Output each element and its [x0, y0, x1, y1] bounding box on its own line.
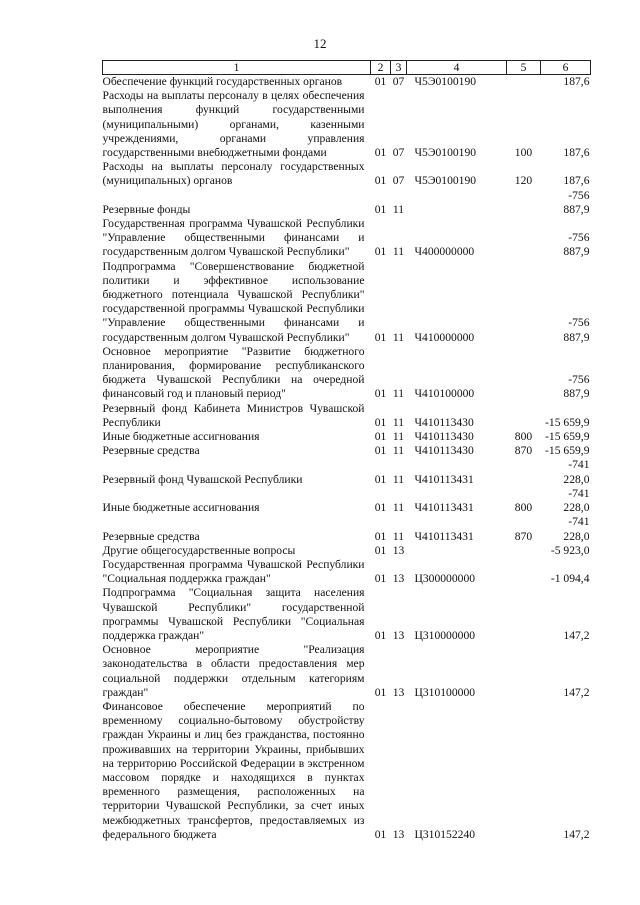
row-subsection: 11	[392, 501, 405, 515]
row-expense-type: 870	[514, 444, 533, 458]
row-section: 01	[374, 543, 387, 557]
table-row	[103, 444, 591, 458]
row-section: 01	[374, 415, 387, 429]
row-section: 01	[374, 245, 387, 259]
row-section: 01	[374, 174, 387, 188]
row-expense-type	[507, 586, 541, 643]
row-section: 01	[374, 628, 387, 642]
row-expense-type: 870	[514, 529, 533, 543]
row-expense-type	[507, 458, 541, 486]
row-amount: -15 659,9	[545, 430, 590, 444]
header-col-5: 5	[507, 61, 541, 75]
table-row	[103, 430, 591, 444]
row-name: Расходы на выплаты персоналу государственных (муниципальных) органов	[102, 160, 365, 188]
row-amount: -756 887,9	[563, 188, 590, 216]
budget-table	[102, 60, 591, 842]
row-name: Финансовое обеспечение мероприятий по временному социально-бытовому обустройству граждан Украины и лиц без гражданства, постоянно проживавших на территории Украины, прибывших на территорию Российской Федерации в экстренном массовом порядке и находящихся в пунктах временного размещения, расположенных на территории Чувашской Республики, за счет иных межбюджетных трансфертов, предоставляемых из федерального бюджета	[102, 699, 365, 841]
row-subsection: 11	[392, 245, 405, 259]
row-section: 01	[374, 146, 387, 160]
row-amount: -15 659,9	[545, 444, 590, 458]
row-amount: -15 659,9	[545, 415, 590, 429]
header-col-4: 4	[407, 61, 507, 75]
row-section: 01	[374, 472, 387, 486]
row-amount: -741 228,0	[563, 458, 590, 486]
row-expense-type	[507, 402, 541, 430]
row-target-code: Ч5Э0100190	[414, 174, 477, 188]
row-target-code: Ч5Э0100190	[414, 75, 477, 88]
row-amount: 147,2	[563, 685, 590, 699]
row-subsection: 11	[392, 415, 405, 429]
row-amount: -756 887,9	[563, 231, 590, 259]
table-row	[103, 89, 591, 160]
row-target-code: Ч410113430	[414, 444, 474, 458]
row-subsection: 11	[392, 430, 405, 444]
row-target-code	[407, 189, 507, 217]
row-amount: -741 228,0	[563, 486, 590, 515]
row-subsection: 11	[392, 529, 405, 543]
row-expense-type	[507, 217, 541, 260]
row-subsection: 11	[392, 202, 405, 216]
table-body	[103, 75, 591, 842]
row-amount: -1 094,4	[550, 572, 590, 586]
table-row	[103, 487, 591, 515]
row-amount: -756 887,9	[563, 316, 590, 344]
table-header-row	[103, 61, 591, 75]
row-target-code: Ч410000000	[414, 330, 475, 344]
row-name: Основное мероприятие "Развитие бюджетного планирования, формирование республиканского бюджета Чувашской Республики на очередной финансовый год и плановый период"	[102, 344, 365, 401]
row-target-code: Ц300000000	[414, 572, 476, 586]
row-section: 01	[374, 572, 387, 586]
row-subsection: 11	[392, 472, 405, 486]
row-expense-type	[507, 700, 541, 842]
table-row	[103, 544, 591, 558]
row-section: 01	[374, 685, 387, 699]
row-subsection: 11	[392, 444, 405, 458]
row-name: Иные бюджетные ассигнования	[102, 430, 260, 444]
row-name: Обеспечение функций государственных органов	[102, 75, 343, 88]
row-target-code: Ч5Э0100190	[414, 146, 477, 160]
row-subsection: 11	[392, 330, 405, 344]
row-amount: 187,6	[563, 75, 590, 88]
row-section: 01	[374, 501, 387, 515]
row-target-code: Ч410113431	[414, 501, 474, 515]
table-row	[103, 402, 591, 430]
row-expense-type	[507, 345, 541, 402]
table-row	[103, 217, 591, 260]
row-expense-type: 120	[514, 174, 533, 188]
row-name: Резервный фонд Кабинета Министров Чувашской Республики	[102, 401, 365, 429]
row-expense-type	[507, 189, 541, 217]
table-row	[103, 260, 591, 345]
table-row	[103, 700, 591, 842]
row-amount: -5 923,0	[550, 543, 590, 557]
row-section: 01	[374, 827, 387, 841]
row-name: Подпрограмма "Совершенствование бюджетной политики и эффективное использование бюджетного потенциала Чувашской Республики" государственной программы Чувашской Республики "Управление общественными финансами и государственным долгом Чувашской Республики"	[102, 259, 365, 344]
row-expense-type	[507, 75, 541, 90]
table-row	[103, 160, 591, 188]
row-expense-type	[507, 558, 541, 586]
table-row	[103, 643, 591, 700]
table-row	[103, 458, 591, 486]
row-amount: 187,6	[563, 146, 590, 160]
row-expense-type	[507, 260, 541, 345]
row-name: Резервные средства	[102, 444, 200, 458]
row-target-code: Ц310100000	[414, 685, 476, 699]
row-amount: 147,2	[563, 827, 590, 841]
row-target-code: Ч400000000	[414, 245, 475, 259]
row-target-code: Ч410113431	[414, 472, 474, 486]
row-amount: 147,2	[563, 628, 590, 642]
row-expense-type	[507, 643, 541, 700]
row-expense-type: 800	[514, 430, 533, 444]
row-subsection: 07	[392, 75, 405, 88]
row-target-code: Ц310000000	[414, 628, 476, 642]
row-target-code	[407, 544, 507, 558]
row-section: 01	[374, 330, 387, 344]
row-amount: -756 887,9	[563, 373, 590, 401]
row-section: 01	[374, 75, 387, 88]
row-name: Государственная программа Чувашской Республики "Социальная поддержка граждан"	[102, 557, 365, 586]
row-name: Резервные средства	[102, 529, 200, 543]
row-amount: -741 228,0	[563, 515, 590, 543]
row-subsection: 07	[392, 146, 405, 160]
table-row	[103, 189, 591, 217]
row-name: Основное мероприятие "Реализация законодательства в области предоставления мер социальной поддержки отдельным категориям граждан"	[102, 643, 365, 699]
row-expense-type	[507, 544, 541, 558]
row-name: Иные бюджетные ассигнования	[102, 501, 260, 515]
row-name: Подпрограмма "Социальная защита населения Чувашской Республики" государственной программы Чувашской Республики "Социальная поддержка граждан"	[102, 586, 365, 642]
row-section: 01	[374, 202, 387, 216]
row-amount: 187,6	[563, 174, 590, 188]
header-col-3: 3	[391, 61, 407, 75]
row-target-code: Ч410113430	[414, 430, 474, 444]
header-col-2: 2	[371, 61, 391, 75]
row-section: 01	[374, 444, 387, 458]
row-name: Государственная программа Чувашской Республики "Управление общественными финансами и государственным долгом Чувашской Республики"	[102, 217, 365, 259]
table-row	[103, 586, 591, 643]
row-subsection: 13	[392, 628, 405, 642]
table-row	[103, 75, 591, 90]
table-row	[103, 515, 591, 543]
row-target-code: Ч410100000	[414, 387, 475, 401]
row-section: 01	[374, 387, 387, 401]
row-subsection: 13	[392, 543, 405, 557]
row-target-code: Ц310152240	[414, 827, 476, 841]
header-col-1: 1	[103, 61, 371, 75]
row-section: 01	[374, 430, 387, 444]
row-subsection: 13	[392, 572, 405, 586]
row-subsection: 13	[392, 827, 405, 841]
header-col-6: 6	[541, 61, 591, 75]
row-target-code: Ч410113431	[414, 529, 474, 543]
row-expense-type: 800	[514, 501, 533, 515]
row-name: Другие общегосударственные вопросы	[102, 543, 296, 557]
table-row	[103, 558, 591, 586]
row-subsection: 11	[392, 387, 405, 401]
page-number: 12	[313, 36, 327, 51]
row-target-code: Ч410113430	[414, 415, 474, 429]
row-subsection: 13	[392, 685, 405, 699]
row-name: Расходы на выплаты персоналу в целях обеспечения выполнения функций государственными (муниципальными) органами, казенными учреждениями, органами управления государственными внебюджетными фондами	[102, 89, 365, 160]
row-name: Резервный фонд Чувашской Республики	[102, 472, 303, 486]
row-section: 01	[374, 529, 387, 543]
row-expense-type: 100	[514, 146, 533, 160]
row-subsection: 07	[392, 174, 405, 188]
row-name: Резервные фонды	[102, 202, 191, 216]
table-row	[103, 345, 591, 402]
